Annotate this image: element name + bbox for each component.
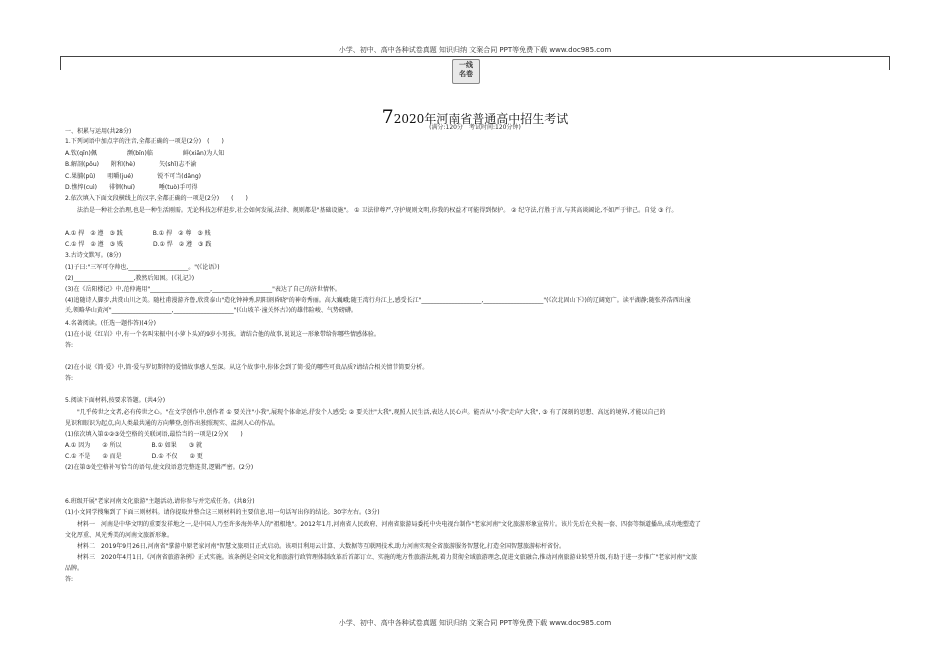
q2-option-cd: C.① 悍 ② 遵 ③ 贱 D.① 悍 ② 遵 ③ 践 [65, 241, 212, 248]
q5-option-cd: C.① 不是 ② 而是 D.① 不仅 ② 更 [65, 453, 203, 460]
right-border-tick [889, 56, 890, 70]
q6-material-1-cont: 文化厚重、风光秀美的河南文旅新形象。 [65, 532, 174, 539]
question-6: 6.班级开展"老家河南文化旅游"主题活动,请你参与并完成任务。(共8分) [65, 498, 255, 505]
question-5: 5.阅读下面材料,按要求答题。(共4分) [65, 397, 166, 404]
q5-passage: "几乎传世之文者,必有传世之心。"在文学创作中,创作者 ① 要关注"小我",展现个体命运,抒发个人感受; ② 要关注"大我",观照人民生活,表达人民心声。能否从"小我"走向"大我", ③ 有了深刻的思想、高远的境界,才能以自己的 [77, 409, 666, 416]
logo-line-2: 名卷 [459, 70, 473, 78]
q1-option-c: C.果脯(pǔ) 咀嚼(jué) 锐不可当(dāng) [65, 173, 202, 180]
q4-answer-2: 答: [65, 375, 74, 382]
q4-item-1: (1)在小说《红岩》中,有一个名叫宋振中(小萝卜头)的9岁小男孩。请结合他的故事,说说这一形象带给你哪些情感体验。 [65, 331, 380, 338]
q4-item-2: (2)在小说《简·爱》中,简·爱与罗切斯特的爱情故事感人至深。从这个故事中,你体会到了简·爱的哪些可贵品质?请结合相关情节简要分析。 [65, 364, 429, 371]
q6-item-1: (1)小文同学搜集到了下面三则材料。请你提取并整合这三则材料的主要信息,用一句话写出你的结论。30字左右。(3分) [65, 509, 380, 516]
question-4: 4.名著阅读。(任选一题作答)(4分) [65, 320, 156, 327]
exam-number: 7 [381, 106, 394, 128]
question-3: 3.古诗文默写。(8分) [65, 252, 122, 259]
page-header-text: 小学、初中、高中各种试卷真题 知识归纳 文案合同 PPT等免费下载 www.doc985.com [338, 46, 612, 54]
logo-line-1: 一线 [459, 61, 473, 69]
q5-item-1: (1)依次填入第①②③处空格的关联词语,最恰当的一项是(2分)( ) [65, 431, 243, 438]
exam-meta: (满分:120分 考试时间:120分钟) [429, 124, 521, 131]
exam-title-text: 2020年河南省普通高中招生考试 [393, 112, 569, 126]
q2-passage: 法治是一种社会治理,也是一种生活刚需。无论科技怎样进步,社会如何发展,法律、规则都是"基础设施"。 ① 卫法律尊严,守护规则文明,你我的权益才可能得到保护。 ② 纪守法,行胜于言,与其高谈阔论,不如严于律己。自觉 ③ 行。 [77, 207, 678, 214]
q3-item-1: (1)子曰:"三军可夺帅也,____________________。"(《论语》) [65, 264, 220, 271]
q6-material-3: 材料三 2020年4月1日,《河南省旅游条例》正式实施。该条例是全国文化和旅游行政管理体制改革后首部订立、实施的地方性旅游法规,着力贯彻全域旅游理念,促进文旅融合,推动河南旅游业转型升级,有助于进一步推广"老家河南"文旅 [77, 554, 697, 561]
brand-logo [452, 59, 480, 84]
header-rule [60, 56, 890, 57]
question-1: 1.下列词语中加点字的注音,全都正确的一项是(2分) ( ) [65, 138, 224, 145]
q2-option-ab: A.① 捍 ② 遵 ③ 践 B.① 捍 ② 尊 ③ 贱 [65, 230, 211, 237]
q6-material-2: 材料二 2019年9月26日,河南省"掌游中原老家河南"智慧文旅项目正式启动。该项目利用云计算、大数据等互联网技术,助力河南实现全省旅游服务智慧化,打造全国智慧旅游标杆省份。 [77, 543, 565, 550]
q3-item-2: (2)____________________,教然后知困。(《礼记》) [65, 275, 195, 282]
left-border-tick [60, 56, 61, 70]
q1-option-d: D.憔悴(cuì) 徘徊(huí) 唾(tuò)手可得 [65, 184, 198, 191]
q1-option-a: A.钦(qīn)佩 濒(bīn)临 鲜(xiān)为人知 [65, 150, 225, 157]
q5-option-ab: A.① 因为 ② 所以 B.① 如果 ③ 就 [65, 442, 203, 449]
q3-item-3: (3)在《岳阳楼记》中,范仲淹用"____________________,____________________"表达了自己的济世情怀。 [65, 286, 341, 293]
q4-answer-1: 答: [65, 342, 74, 349]
question-2: 2.依次填入下面文段横线上的汉字,全都正确的一项是(2分) ( ) [65, 195, 248, 202]
q5-item-2: (2)在第③处空格补写恰当的语句,使文段语意完整连贯,逻辑严密。(2分) [65, 464, 254, 471]
q5-passage-cont: 见识和眼识为起点,向人类最共通的方向攀登,创作出独照现实、温润人心的作品。 [65, 420, 279, 427]
q6-material-3-cont: 品牌。 [65, 565, 84, 572]
q1-option-b: B.解剖(pōu) 附和(hè) 矢(shǐ)志不渝 [65, 161, 197, 168]
q6-answer: 答: [65, 576, 74, 583]
q6-material-1: 材料一 河南是中华文明的重要发祥地之一,是中国人乃至许多海外华人的"祖根地"。2012年1月,河南省人民政府、河南省旅游局委托中央电视台制作"老家河南"文化旅游形象宣传片。该片先后在央视一套、四套等频道播出,成功地塑造了 [77, 521, 701, 528]
section-heading: 一、积累与运用(共28分) [65, 128, 132, 135]
page-footer-text: 小学、初中、高中各种试卷真题 知识归纳 文案合同 PPT等免费下载 www.doc985.com [338, 619, 612, 627]
q3-item-4: (4)追随诗人脚步,共赏山川之美。随杜甫漫游齐鲁,欣赏泰山"造化钟神秀,阴阳割昏晓"的神奇秀丽。高大巍峨;随王湾行舟江上,感受长江"____________________,____________________"(《次北固山下》)的辽阔宽广。读平湖静;随张养浩西出潼 [65, 297, 691, 304]
q3-item-4-cont: 关,领略华山黄河"____________________,____________________"(《山坡羊·潼关怀古》)的雄伟险峻、气势磅礴。 [65, 307, 357, 314]
